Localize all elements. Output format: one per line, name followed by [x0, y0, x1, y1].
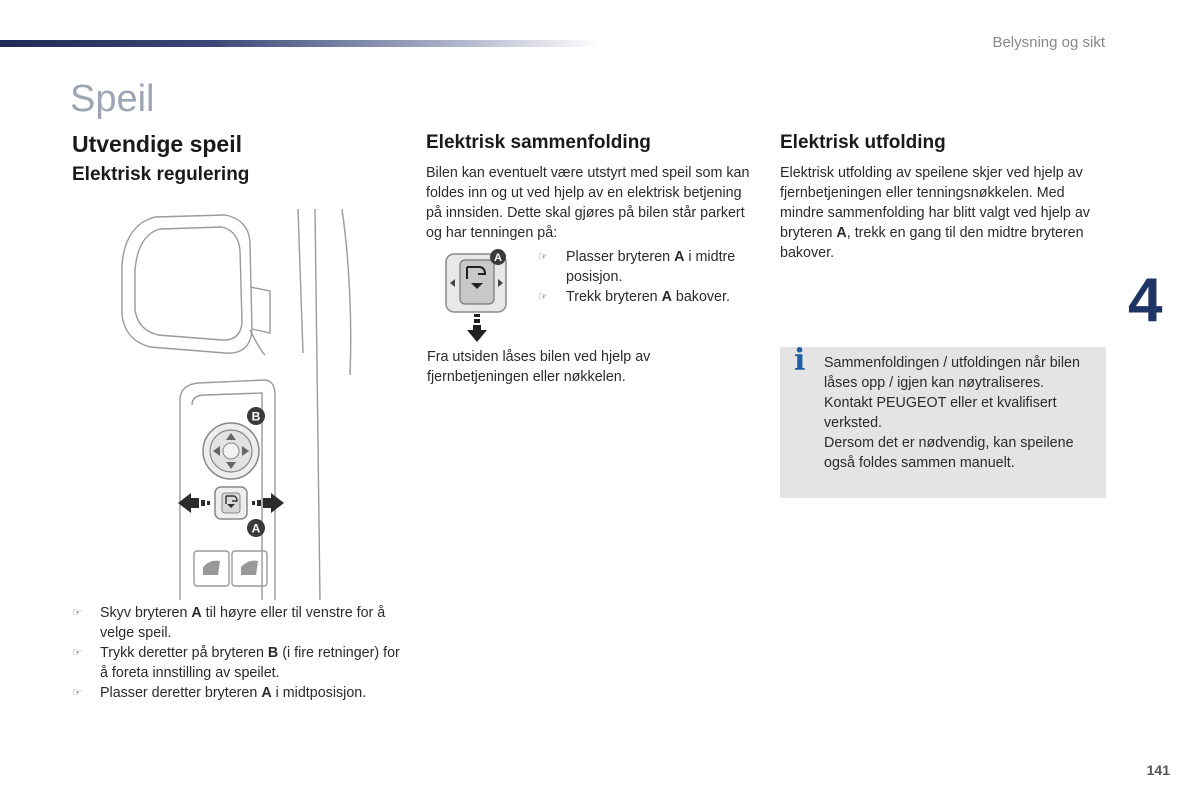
- page-number: 141: [1146, 762, 1170, 778]
- right-body: Elektrisk utfolding av speilene skjer ved hjelp av fjernbetjeningen eller tenningsnøkkelen. Med mindre sammenfolding har blitt valgt ved hjelp av bryteren A, trekk en gang til den midtre bryteren bakover.: [780, 165, 1090, 261]
- info-text-1: Sammenfoldingen / utfoldingen når bilen låses opp / igjen kan nøytraliseres. Kontakt PEUGEOT eller et kvalifisert verksted.: [824, 355, 1080, 431]
- middle-intro: Bilen kan eventuelt være utstyrt med speil som kan foldes inn og ut ved hjelp av en elektrisk betjening på innsiden. Dette skal gjøres på bilen står parkert og har tenningen på:: [426, 165, 750, 241]
- info-icon: i: [794, 343, 806, 378]
- right-column: [780, 133, 1110, 263]
- left-subheading: Elektrisk regulering: [72, 164, 250, 185]
- middle-outro: Fra utsiden låses bilen ved hjelp av fjernbetjeningen eller nøkkelen.: [427, 349, 651, 385]
- mirror-switch-illustration: [110, 205, 360, 600]
- list-item: ☞ Trekk bryteren A bakover.: [538, 289, 730, 305]
- bullet-marker-icon: ☞: [72, 647, 82, 659]
- left-instructions: [72, 603, 402, 703]
- label-b: B: [251, 409, 261, 424]
- page-title: Speil: [70, 78, 155, 120]
- middle-column: [426, 133, 756, 243]
- list-item: ☞ Trykk deretter på bryteren B (i fire retninger) for å foreta innstilling av speilet.: [72, 645, 400, 681]
- middle-instructions: [538, 247, 758, 307]
- list-item: ☞ Plasser deretter bryteren A i midtposisjon.: [72, 685, 367, 701]
- bullet-marker-icon: ☞: [72, 687, 82, 699]
- bullet-marker-icon: ☞: [538, 291, 548, 303]
- left-heading: Utvendige speil: [72, 131, 242, 157]
- fold-switch-illustration: [440, 248, 515, 343]
- middle-heading: Elektrisk sammenfolding: [426, 132, 651, 153]
- section-header: Belysning og sikt: [992, 34, 1105, 51]
- bullet-marker-icon: ☞: [72, 607, 82, 619]
- label-a-left: A: [251, 521, 261, 536]
- header-gradient-bar: [0, 40, 600, 47]
- list-item: ☞ Plasser bryteren A i midtre posisjon.: [538, 249, 736, 285]
- info-text-2: Dersom det er nødvendig, kan speilene også foldes sammen manuelt.: [824, 435, 1074, 471]
- list-item: ☞ Skyv bryteren A til høyre eller til venstre for å velge speil.: [72, 605, 386, 641]
- label-a-middle: A: [494, 252, 502, 264]
- info-box: [780, 343, 1106, 498]
- chapter-number: 4: [1128, 266, 1163, 335]
- right-heading: Elektrisk utfolding: [780, 132, 946, 153]
- bullet-marker-icon: ☞: [538, 251, 548, 263]
